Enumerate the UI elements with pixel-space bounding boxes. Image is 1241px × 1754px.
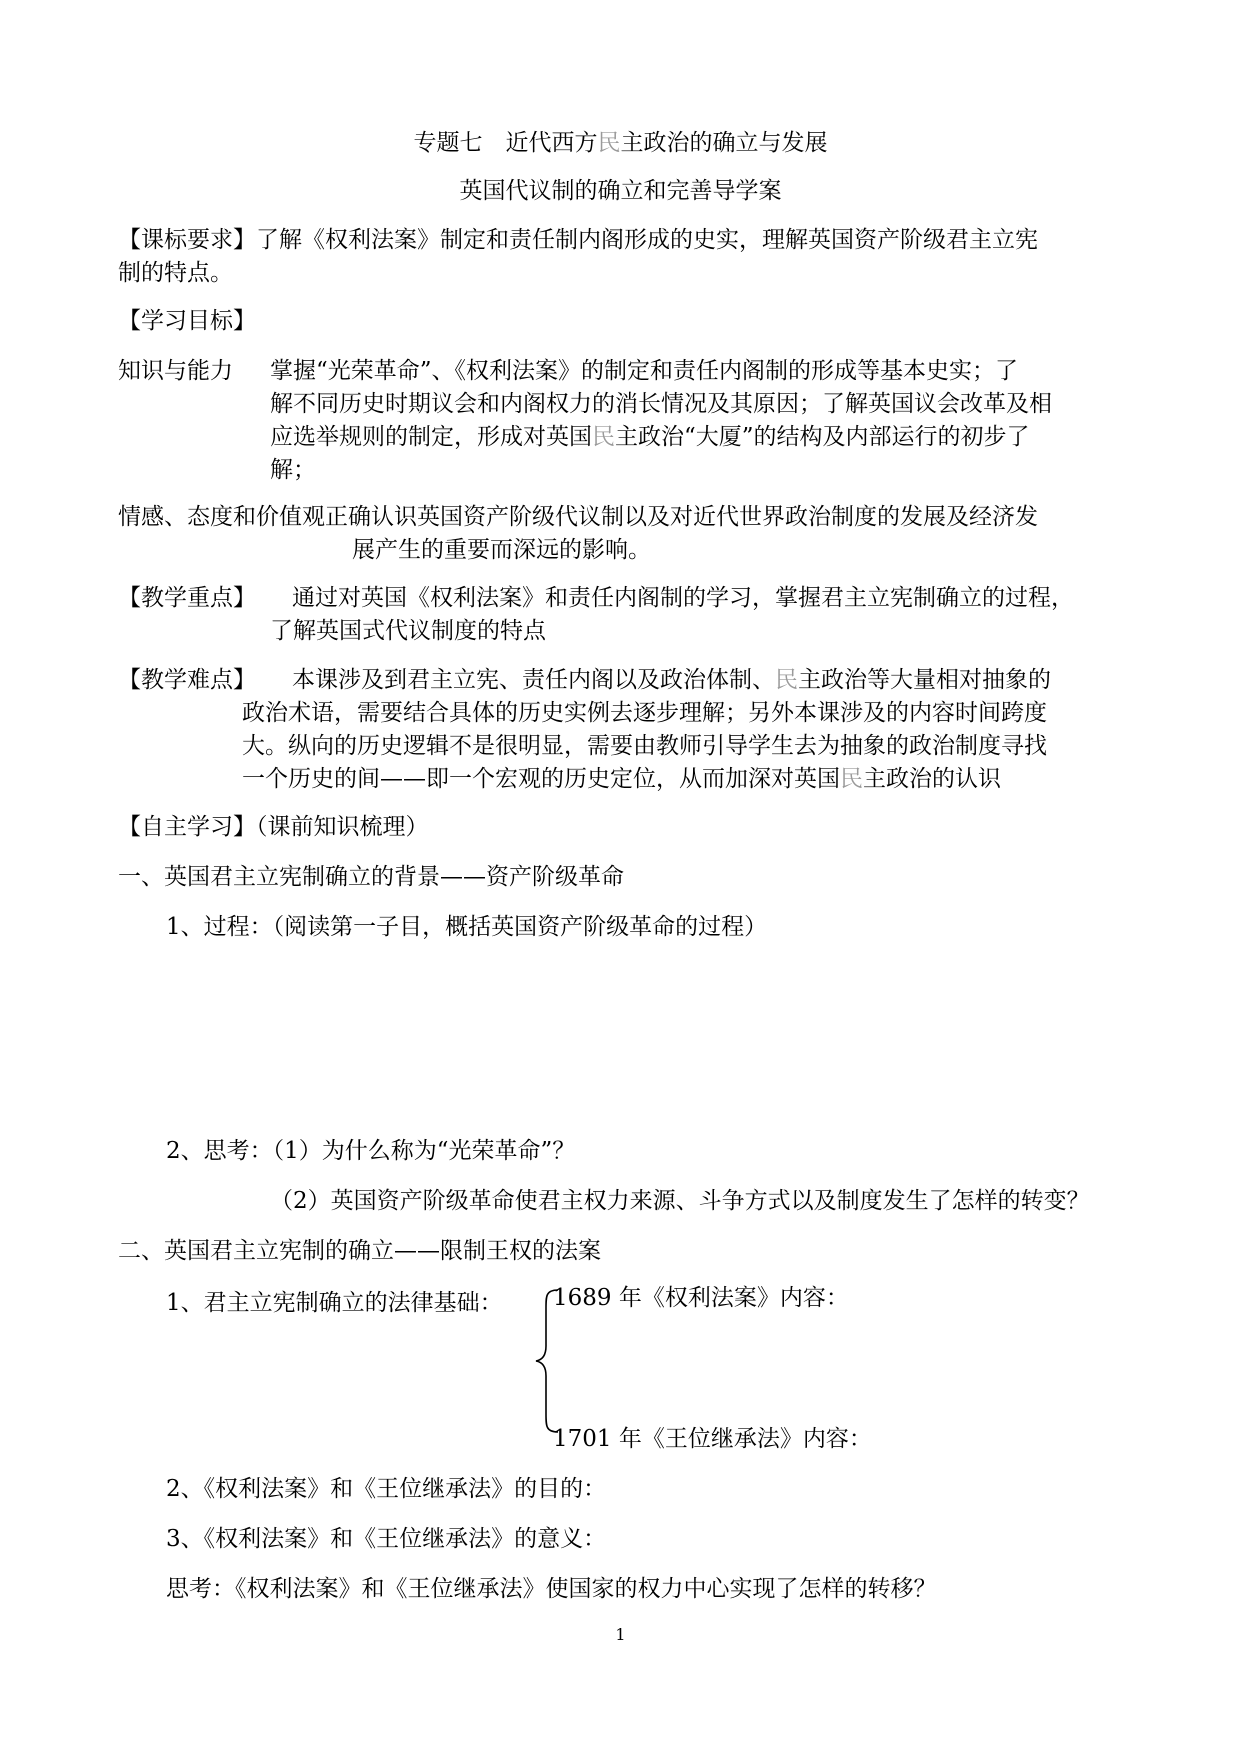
knowledge-label: 知识与能力 <box>118 358 233 384</box>
section-1-item-2b: （2）英国资产阶级革命使君主权力来源、斗争方式以及制度发生了怎样的转变？ <box>270 1188 1090 1214</box>
section-2-item-1: 1、君主立宪制确立的法律基础： <box>166 1290 503 1316</box>
objectives-label: 【学习目标】 <box>118 308 256 334</box>
title-text: 专题七 近代西方 <box>413 130 598 156</box>
knowledge-line-3-highlight: 民 <box>592 424 615 450</box>
difficulties-line-3: 大。纵向的历史逻辑不是很明显，需要由教师引导学生去为抽象的政治制度寻找 <box>242 733 1047 759</box>
section-2-item-3: 3、《权利法案》和《王位继承法》的意义： <box>166 1526 607 1552</box>
key-points-line-2: 了解英国式代议制度的特点 <box>270 618 546 644</box>
difficulties-line-4-highlight: 民 <box>840 766 863 792</box>
section-1-heading: 一、英国君主立宪制确立的背景——资产阶级革命 <box>118 864 624 890</box>
standard-text: 了解《权利法案》制定和责任制内阁形成的史实，理解英国资产阶级君主立宪 <box>256 227 1038 253</box>
emotion-line-2: 展产生的重要而深远的影响。 <box>352 537 651 563</box>
standard-line-1 <box>118 225 1038 255</box>
title-highlight: 民 <box>597 130 621 156</box>
bill-of-rights-content: 1689 年《权利法案》内容： <box>553 1285 849 1311</box>
knowledge-line-4: 解； <box>270 457 316 483</box>
difficulties-line-2: 政治术语，需要结合具体的历史实例去逐步理解；另外本课涉及的内容时间跨度 <box>242 700 1047 726</box>
knowledge-line-3-start: 应选举规则的制定，形成对英国 <box>270 424 592 450</box>
page-title <box>0 128 1241 158</box>
knowledge-line-1: 掌握“光荣革命”、《权利法案》的制定和责任内阁制的形成等基本史实；了 <box>270 358 1019 384</box>
section-2-heading: 二、英国君主立宪制的确立——限制王权的法案 <box>118 1238 601 1264</box>
act-of-settlement-content: 1701 年《王位继承法》内容： <box>553 1426 872 1452</box>
section-2-item-2: 2、《权利法案》和《王位继承法》的目的： <box>166 1476 607 1502</box>
difficulties-line-4 <box>242 764 1001 794</box>
section-1-item-2: 2、思考：（1）为什么称为“光荣革命”？ <box>166 1138 576 1164</box>
difficulties-line-1-highlight: 民 <box>775 667 798 693</box>
knowledge-line-2: 解不同历史时期议会和内阁权力的消长情况及其原因；了解英国议会改革及相 <box>270 391 1052 417</box>
page-subtitle: 英国代议制的确立和完善导学案 <box>459 178 782 204</box>
emotion-line-1: 情感、态度和价值观正确认识英国资产阶级代议制以及对近代世界政治制度的发展及经济发 <box>118 504 1038 530</box>
difficulties-line-1-start: 本课涉及到君主立宪、责任内阁以及政治体制、 <box>292 667 775 693</box>
section-2-think: 思考：《权利法案》和《王位继承法》使国家的权力中心实现了怎样的转移？ <box>166 1576 937 1602</box>
key-points-line-1: 通过对英国《权利法案》和责任内阁制的学习，掌握君主立宪制确立的过程， <box>292 585 1074 611</box>
difficulties-line-4-start: 一个历史的间——即一个宏观的历史定位，从而加深对英国 <box>242 766 840 792</box>
difficulties-label: 【教学难点】 <box>118 667 256 693</box>
difficulties-line-4-end: 主政治的认识 <box>863 766 1001 792</box>
standard-label: 【课标要求】 <box>118 227 256 253</box>
difficulties-line-1-end: 主政治等大量相对抽象的 <box>798 667 1051 693</box>
key-points-label: 【教学重点】 <box>118 585 256 611</box>
knowledge-line-3 <box>270 422 1030 452</box>
page-number: 1 <box>615 1625 626 1644</box>
title-text-end: 主政治的确立与发展 <box>620 130 828 156</box>
difficulties-line-1 <box>292 665 1051 695</box>
self-study-label: 【自主学习】（课前知识梳理） <box>118 814 429 840</box>
standard-line-2: 制的特点。 <box>118 260 233 286</box>
section-1-item-1: 1、过程：（阅读第一子目，概括英国资产阶级革命的过程） <box>166 914 768 940</box>
knowledge-line-3-end: 主政治“大厦”的结构及内部运行的初步了 <box>615 424 1030 450</box>
